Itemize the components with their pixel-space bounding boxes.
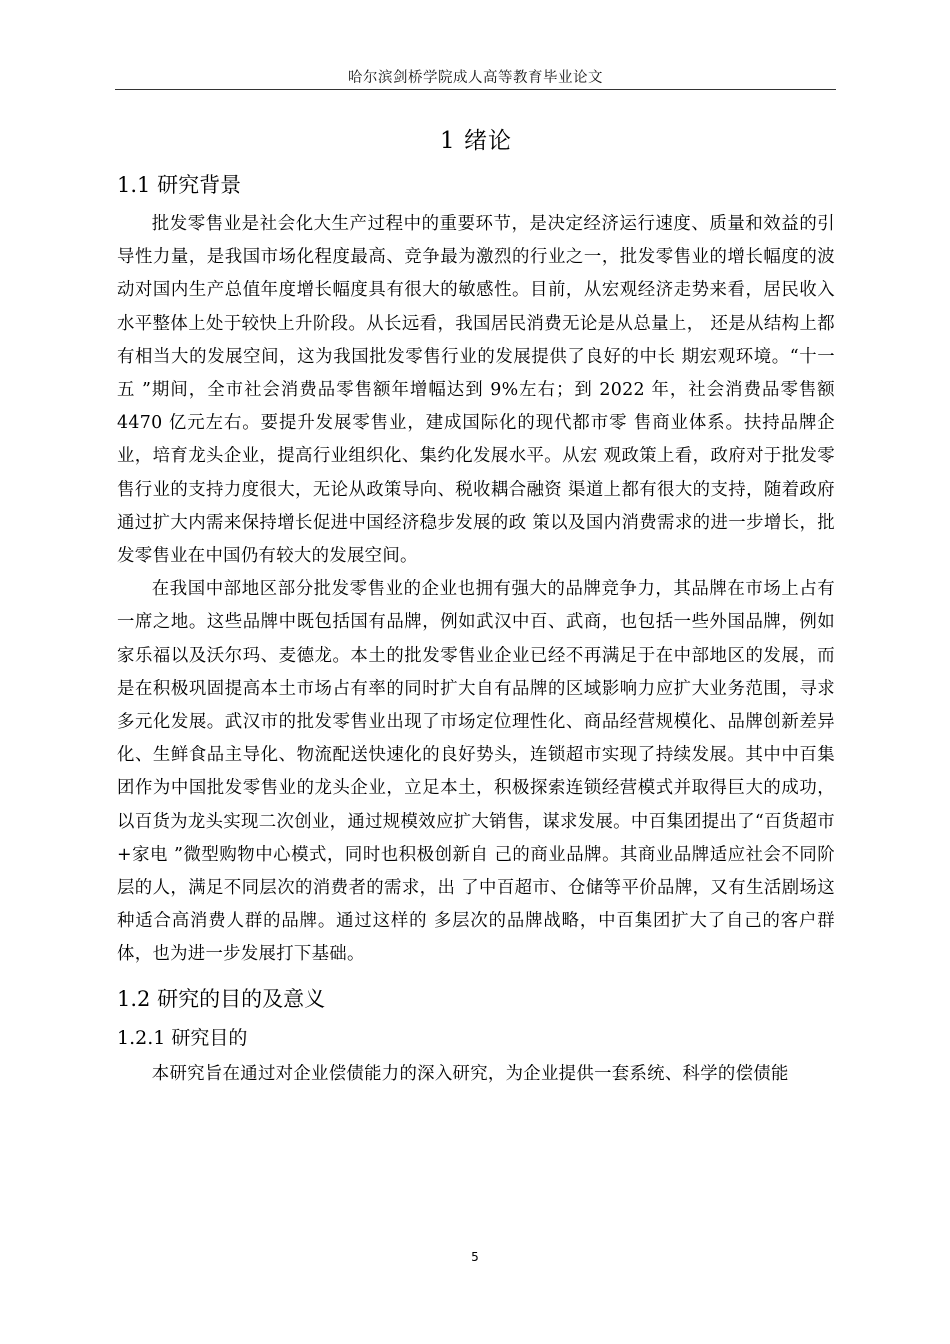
chapter-title: 1 绪论 xyxy=(440,128,512,154)
header-divider xyxy=(115,89,836,90)
paragraph: 在我国中部地区部分批发零售业的企业也拥有强大的品牌竞争力，其品牌在市场上占有一席之地。这些品牌中既包括国有品牌，例如武汉中百、武商，也包括一些外国品牌，例如家乐福以及沃尔玛、麦德龙。本土的批发零售业企业已经不再满足于在中部地区的发展，而是在积极巩固提高本土市场占有率的同时扩大自有品牌的区域影响力应扩大业务范围，寻求多元化发展。武汉市的批发零售业出现了市场定位理性化、商品经营规模化、品牌创新差异化、生鲜食品主导化、物流配送快速化的良好势头，连锁超市实现了持续发展。其中中百集团作为中国批发零售业的龙头企业，立足本土，积极探索连锁经营模式并取得巨大的成功，以百货为龙头实现二次创业，通过规模效应扩大销售，谋求发展。中百集团提出了“百货超市+家电 ”微型购物中心模式，同时也积极创新自 己的商业品牌。其商业品牌适应社会不同阶层的人，满足不同层次的消费者的需求，出 了中百超市、仓储等平价品牌，又有生活剧场这种适合高消费人群的品牌。通过这样的 多层次的品牌战略，中百集团扩大了自己的客户群体，也为进一步发展打下基础。 xyxy=(117,579,835,965)
section-title-1-2: 1.2 研究的目的及意义 xyxy=(117,986,326,1011)
paragraph: 批发零售业是社会化大生产过程中的重要环节，是决定经济运行速度、质量和效益的引导性力量，是我国市场化程度最高、竞争最为激烈的行业之一，批发零售业的增长幅度的波动对国内生产总值年度增长幅度具有很大的敏感性。目前，从宏观经济走势来看，居民收入水平整体上处于较快上升阶段。从长远看，我国居民消费无论是从总量上， 还是从结构上都有相当大的发展空间，这为我国批发零售行业的发展提供了良好的中长 期宏观环境。“十一五 ”期间，全市社会消费品零售额年增幅达到 9%左右；到 2022 年，社会消费品零售额 4470 亿元左右。要提升发展零售业，建成国际化的现代都市零 售商业体系。扶持品牌企业，培育龙头企业，提高行业组织化、集约化发展水平。从宏 观政策上看，政府对于批发零售行业的支持力度很大，无论从政策导向、税收耦合融资 渠道上都有很大的支持，随着政府通过扩大内需来保持增长促进中国经济稳步发展的政 策以及国内消费需求的进一步增长，批发零售业在中国仍有较大的发展空间。 xyxy=(117,214,835,567)
running-header: 哈尔滨剑桥学院成人高等教育毕业论文 xyxy=(348,70,603,86)
paragraph: 本研究旨在通过对企业偿债能力的深入研究，为企业提供一套系统、科学的偿债能 xyxy=(151,1063,789,1084)
section-title-1-1: 1.1 研究背景 xyxy=(117,173,242,197)
page-number: 5 xyxy=(471,1250,479,1264)
page-content xyxy=(117,118,835,1091)
subsection-title-1-2-1: 1.2.1 研究目的 xyxy=(117,1026,248,1049)
